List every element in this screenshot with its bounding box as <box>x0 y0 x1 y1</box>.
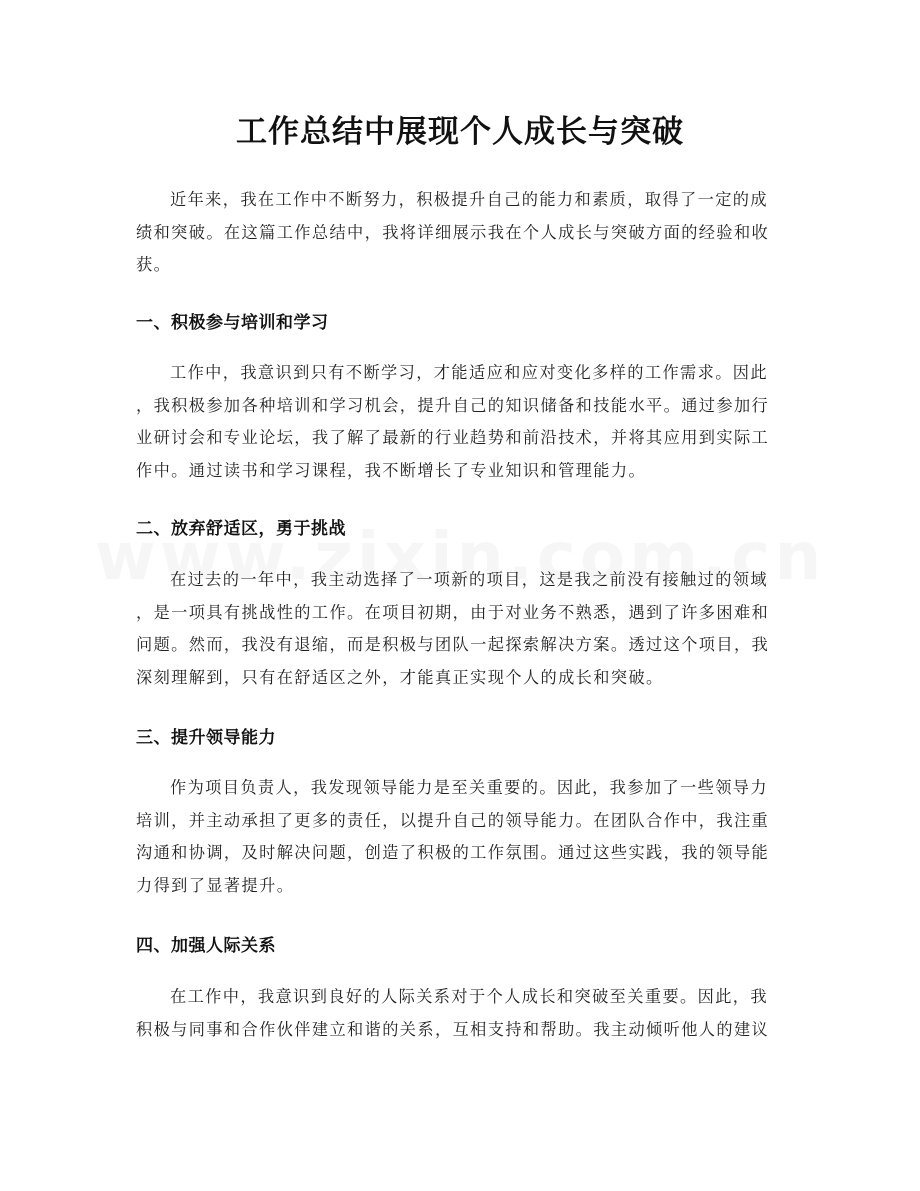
section-heading: 三、提升领导能力 <box>136 728 276 748</box>
paragraph-line: 工作中，我意识到只有不断学习，才能适应和应对变化多样的工作需求。因此 <box>170 363 768 382</box>
paragraph-line: 业研讨会和专业论坛，我了解了最新的行业趋势和前沿技术，并将其应用到实际工 <box>136 428 770 448</box>
paragraph-line: ，是一项具有挑战性的工作。在项目初期，由于对业务不熟悉，遇到了许多困难和 <box>136 602 770 622</box>
paragraph-line: 作为项目负责人，我发现领导能力是至关重要的。因此，我参加了一些领导力 <box>170 778 768 797</box>
paragraph-line: 作中。通过读书和学习课程，我不断增长了专业知识和管理能力。 <box>136 460 647 480</box>
section-heading: 四、加强人际关系 <box>136 936 276 956</box>
paragraph-line: 力得到了显著提升。 <box>136 875 295 895</box>
paragraph-line: 获。 <box>136 255 172 275</box>
paragraph-line: 深刻理解到，只有在舒适区之外，才能真正实现个人的成长和突破。 <box>136 667 664 687</box>
section-heading: 一、积极参与培训和学习 <box>136 313 329 333</box>
section-paragraph <box>136 981 784 1046</box>
paragraph-line: 在过去的一年中，我主动选择了一项新的项目，这是我之前没有接触过的领域 <box>170 570 768 589</box>
paragraph-line: 绩和突破。在这篇工作总结中，我将详细展示我在个人成长与突破方面的经验和收 <box>136 222 770 242</box>
section-paragraph <box>136 357 784 487</box>
paragraph-line: 在工作中，我意识到良好的人际关系对于个人成长和突破至关重要。因此，我 <box>170 987 768 1006</box>
paragraph-line: 沟通和协调，及时解决问题，创造了积极的工作氛围。通过这些实践，我的领导能 <box>136 843 770 863</box>
paragraph-line: 近年来，我在工作中不断努力，积极提升自己的能力和素质，取得了一定的成 <box>170 190 768 209</box>
paragraph-line: 积极与同事和合作伙伴建立和谐的关系，互相支持和帮助。我主动倾听他人的建议 <box>136 1019 770 1039</box>
page-title: 工作总结中展现个人成长与突破 <box>236 114 684 150</box>
paragraph-line: 问题。然而，我没有退缩，而是积极与团队一起探索解决方案。透过这个项目，我 <box>136 635 770 655</box>
section-paragraph <box>136 564 784 694</box>
paragraph-line: ，我积极参加各种培训和学习机会，提升自己的知识储备和技能水平。通过参加行 <box>136 395 770 415</box>
section-paragraph <box>136 772 784 902</box>
section-heading: 二、放弃舒适区，勇于挑战 <box>136 519 346 539</box>
paragraph-line: 培训，并主动承担了更多的责任，以提升自己的领导能力。在团队合作中，我注重 <box>136 810 770 830</box>
intro-paragraph <box>136 184 784 282</box>
